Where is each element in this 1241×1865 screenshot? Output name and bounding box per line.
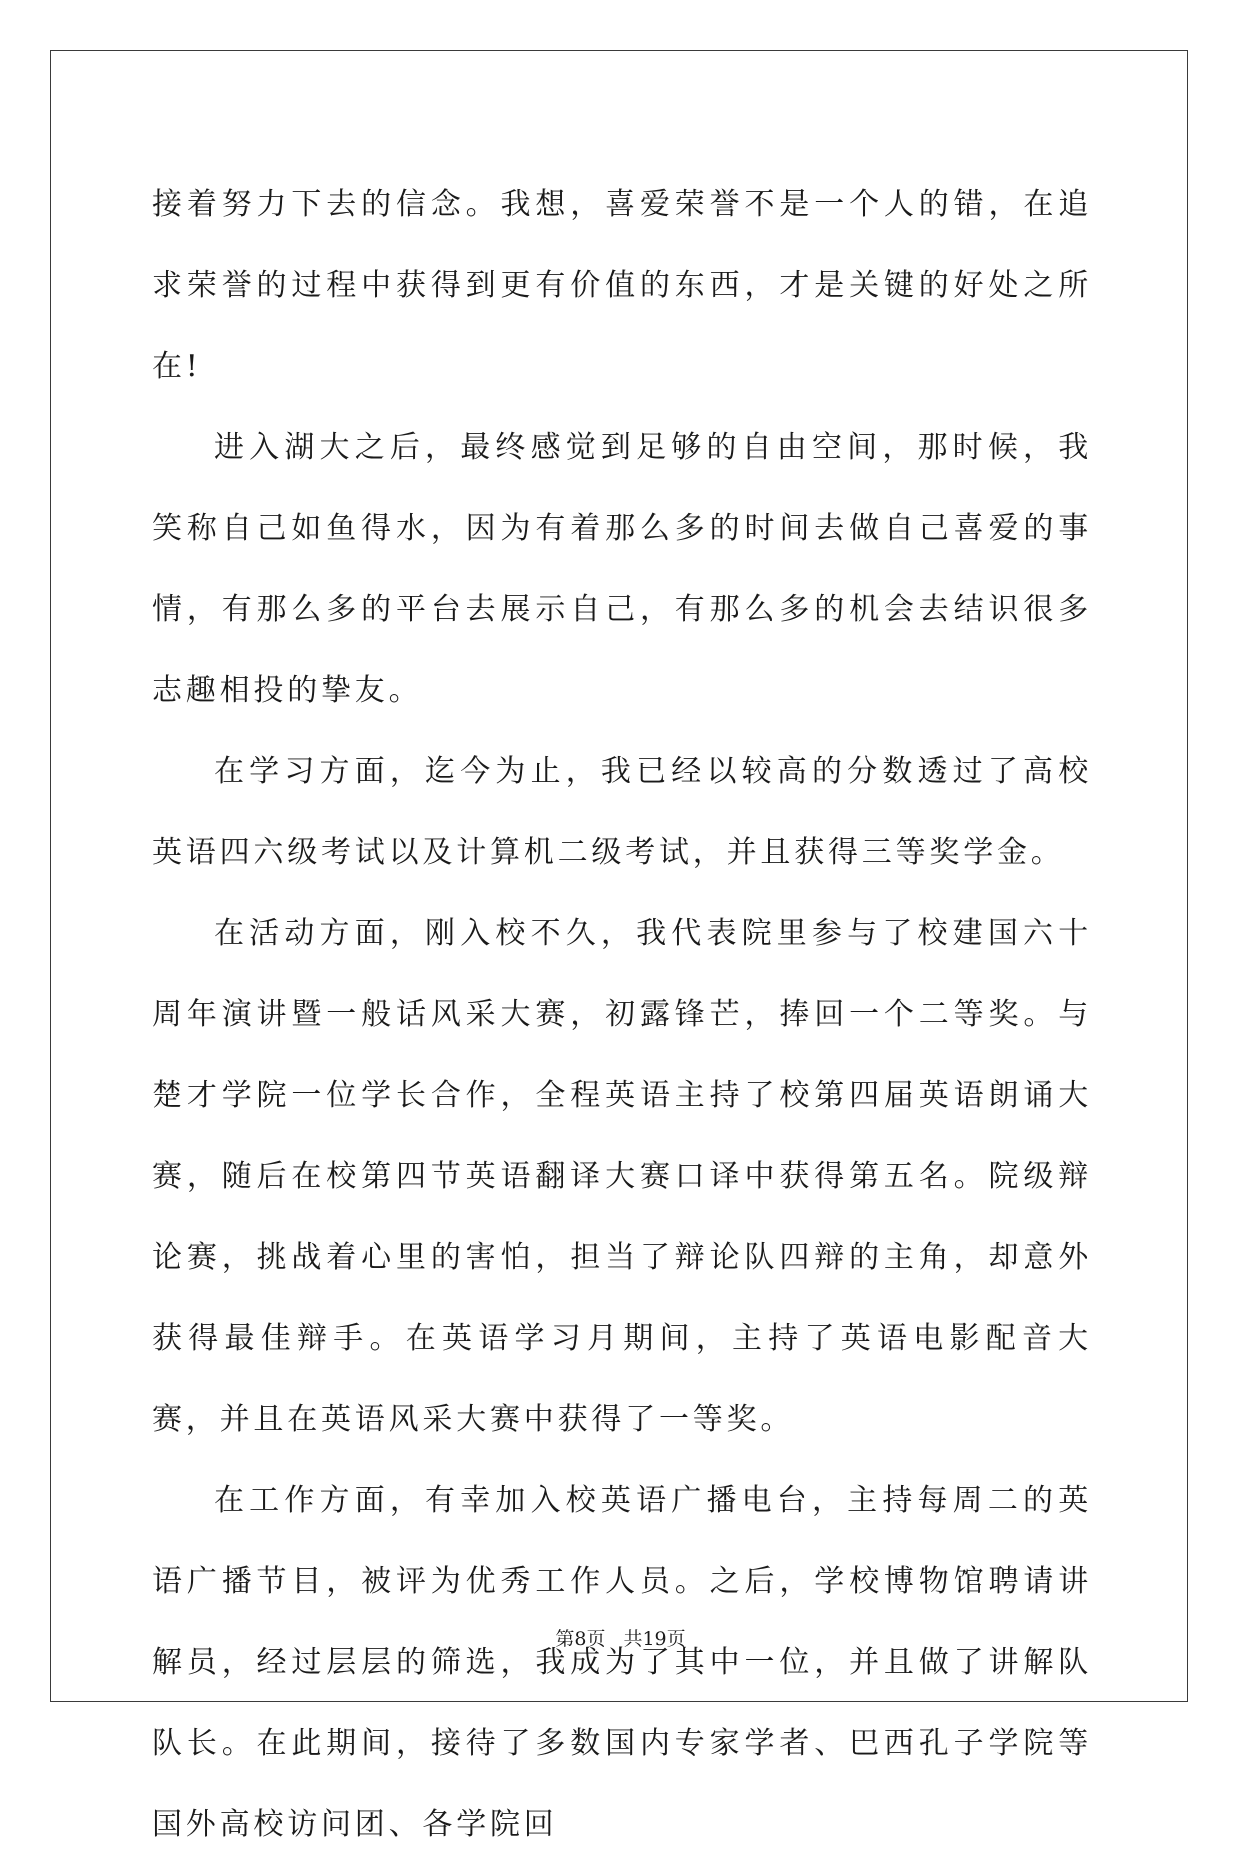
page-number: 第8页 [555,1628,606,1650]
paragraph-3: 在学习方面，迄今为止，我已经以较高的分数透过了高校英语四六级考试以及计算机二级考试，并且获得三等奖学金。 [152,754,1092,870]
document-body [152,164,1092,1865]
paragraph-1: 接着努力下去的信念。我想，喜爱荣誉不是一个人的错，在追求荣誉的过程中获得到更有价值的东西，才是关键的好处之所在! [152,187,1092,384]
paragraph-2: 进入湖大之后，最终感觉到足够的自由空间，那时候，我笑称自己如鱼得水，因为有着那么多的时间去做自己喜爱的事情，有那么多的平台去展示自己，有那么多的机会去结识很多志趣相投的挚友。 [152,430,1092,708]
paragraph-4: 在活动方面，刚入校不久，我代表院里参与了校建国六十周年演讲暨一般话风采大赛，初露锋芒，捧回一个二等奖。与楚才学院一位学长合作，全程英语主持了校第四届英语朗诵大赛，随后在校第四节英语翻译大赛口译中获得第五名。院级辩论赛，挑战着心里的害怕，担当了辩论队四辩的主角，却意外获得最佳辩手。在英语学习月期间，主持了英语电影配音大赛，并且在英语风采大赛中获得了一等奖。 [152,916,1092,1437]
page-footer [0,1624,1241,1651]
paragraph-5: 在工作方面，有幸加入校英语广播电台，主持每周二的英语广播节目，被评为优秀工作人员。之后，学校博物馆聘请讲解员，经过层层的筛选，我成为了其中一位，并且做了讲解队队长。在此期间，接待了多数国内专家学者、巴西孔子学院等国外高校访问团、各学院回 [152,1483,1092,1842]
page-total: 共19页 [623,1628,686,1650]
